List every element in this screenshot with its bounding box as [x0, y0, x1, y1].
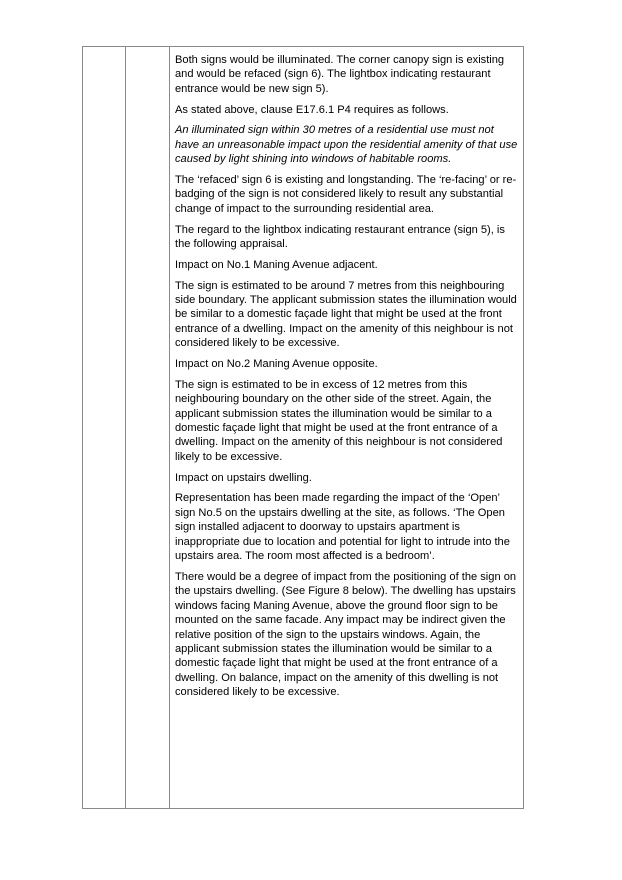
heading-impact-no2: Impact on No.2 Maning Avenue opposite. — [175, 358, 378, 371]
paragraph-sign-6: The ‘refaced’ sign 6 is existing and longstanding. The ‘re-facing’ or re-badging of the sign is not considered likely to result any substantial change of impact to the surrounding residential area. — [175, 174, 517, 215]
assessment-table — [82, 46, 524, 809]
paragraph-representation: Representation has been made regarding the impact of the ‘Open’ sign No.5 on the upstairs dwelling at the site, as follows. ‘The Open sign installed adjacent to doorway to upstairs apartment is inappropriate due to location and potential for light to intrude into the upstairs area. The room most affected is a bedroom’. — [175, 492, 510, 563]
paragraph-clause-reference: As stated above, clause E17.6.1 P4 requires as follows. — [175, 103, 449, 116]
heading-impact-no1: Impact on No.1 Maning Avenue adjacent. — [175, 258, 378, 271]
paragraph-sign-5-intro: The regard to the lightbox indicating restaurant entrance (sign 5), is the following appraisal. — [175, 223, 505, 251]
heading-impact-upstairs: Impact on upstairs dwelling. — [175, 471, 312, 484]
paragraph-impact-no2: The sign is estimated to be in excess of 12 metres from this neighbouring boundary on the other side of the street. Again, the applicant submission states the illumination would be similar to a domestic façade light that might be used at the front entrance of a dwelling. Impact on the amenity of this neighbour is not considered likely to be excessive. — [175, 378, 503, 463]
paragraph-impact-no1: The sign is estimated to be around 7 metres from this neighbouring side boundary. The applicant submission states the illumination would be similar to a domestic façade light that might be used at the front entrance of a dwelling. Impact on the amenity of this neighbour is not considered likely to be excessive. — [175, 279, 517, 350]
table-column-assessment — [170, 47, 523, 808]
paragraph-impact-upstairs: There would be a degree of impact from the positioning of the sign on the upstairs dwelling. (See Figure 8 below). The dwelling has upstairs windows facing Maning Avenue, above the ground floor sign to be mounted on the same facade. Any impact may be indirect given the relative position of the sign to the upstairs windows. Again, the applicant submission states the illumination would be similar to a domestic façade light that might be used at the front entrance of a dwelling. On balance, impact on the amenity of this dwelling is not considered likely to be excessive. — [175, 570, 517, 699]
table-column-clause — [126, 47, 170, 808]
paragraph-illumination: Both signs would be illuminated. The corner canopy sign is existing and would be refaced (sign 6). The lightbox indicating restaurant entrance would be new sign 5). — [175, 54, 505, 95]
table-column-reference — [83, 47, 126, 808]
paragraph-clause-quote: An illuminated sign within 30 metres of a residential use must not have an unreasonable impact upon the residential amenity of that use caused by light shining into windows of habitable rooms. — [175, 124, 518, 166]
